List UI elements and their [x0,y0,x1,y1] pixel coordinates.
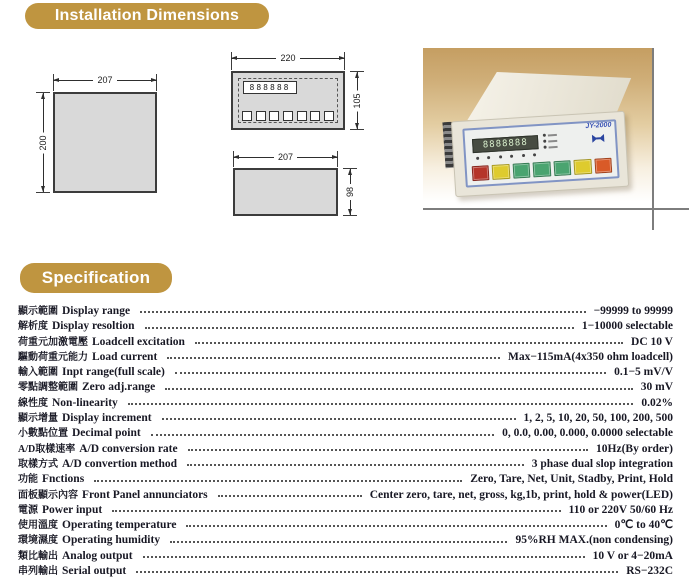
spec-leader [195,342,623,344]
annunciator-led-row [476,153,536,160]
spec-row [18,562,673,577]
spec-row [18,516,673,531]
spec-leader [170,541,507,543]
spec-value: −99999 to 99999 [593,305,673,317]
device-button [492,164,510,180]
specification-title: Specification [20,263,172,293]
dim-label: 105 [352,90,362,111]
spec-row [18,317,673,332]
device-front [451,111,629,197]
dim-label: 207 [97,75,113,85]
spec-label-zh: 輸入範圍 [18,367,58,379]
spec-row [18,486,673,501]
spec-label-en: Non-linearity [52,396,118,409]
spec-value: RS−232C [626,565,673,578]
spec-label-zh: 串列輸出 [18,566,58,578]
spec-row [18,440,673,455]
dim-label: 98 [345,184,355,200]
dim-height [345,169,355,215]
spec-value: 10 V or 4−20mA [592,549,673,562]
spec-label-zh: 取樣方式 [18,458,58,470]
spec-leader [188,449,588,451]
spec-value: Max−115mA(4x350 ohm loadcell) [508,350,673,363]
spec-label-zh: 功能 [18,474,38,486]
product-photo [423,48,652,208]
display-window-drawing: 888888 [243,81,297,94]
button-outline [310,111,320,121]
spec-row [18,470,673,485]
spec-leader [165,388,632,390]
spec-label-zh: 類比輸出 [18,550,58,562]
device-display: 8888888 [472,135,539,153]
device-button [574,159,592,175]
device-button [553,160,571,176]
spec-leader [162,418,516,420]
spec-label-en: Decimal point [72,427,141,440]
spec-label-zh: 線性度 [18,397,48,409]
spec-value: 110 or 220V 50/60 Hz [568,503,673,516]
spec-row [18,302,673,317]
spec-label-zh: 顯示增量 [18,413,58,425]
spec-label-zh: A/D取樣速率 [18,443,76,455]
spec-label-en: Operating humidity [62,534,161,547]
dim-width [231,53,345,63]
extension-line [350,129,364,130]
spec-label-en: Inpt range(full scale) [62,366,165,379]
spec-label-en: A/D convertion method [62,457,177,470]
spec-row [18,501,673,516]
spec-value: 0.02% [641,396,673,409]
spec-label-zh: 電源 [18,504,38,516]
spec-row [18,455,673,470]
dim-width [53,75,157,85]
button-outline [283,111,293,121]
spec-leader [94,480,462,482]
spec-value: 0℃ to 40℃ [614,519,673,532]
spec-label-en: Load current [92,350,158,363]
spec-value: 3 phase dual slop integration [531,457,673,470]
keypad-row [472,158,613,182]
spec-value: 0.1−5 mV/V [614,366,673,379]
spec-label-en: Zero adj.range [82,381,156,394]
spec-leader [186,525,606,527]
dim-label: 200 [38,132,48,153]
spec-value: DC 10 V [631,335,673,348]
dim-label: 220 [280,53,296,63]
spec-label-en: Front Panel annunciators [82,488,208,501]
spec-row [18,394,673,409]
spec-label-en: Analog output [62,549,133,562]
device-button [594,158,612,174]
spec-row [18,378,673,393]
button-outline [269,111,279,121]
extension-line [36,192,50,193]
dim-width [233,152,338,162]
spec-value: 10Hz(By order) [596,442,673,455]
spec-row [18,363,673,378]
spec-leader [140,311,586,313]
button-outline [256,111,266,121]
spec-value: Zero, Tare, Net, Unit, Stadby, Print, Hold [470,473,673,486]
dim-label: 207 [277,152,294,162]
spec-label-zh: 使用溫度 [18,520,58,532]
spec-label-en: Fnctions [42,473,85,486]
specification-table [18,302,673,577]
extension-line [343,215,357,216]
device-button [472,165,490,181]
dim-height [352,72,362,129]
spec-leader [128,403,634,405]
spec-label-zh: 小數點位置 [18,428,68,440]
spec-leader [112,510,560,512]
photo-frame-horizontal-line [423,208,689,210]
body-view-rect [233,168,338,216]
spec-label-en: Serial output [62,565,127,578]
spec-leader [218,495,362,497]
spec-leader [143,556,585,558]
spec-leader [136,571,618,573]
spec-label-en: Operating temperature [62,519,177,532]
spec-label-en: Power input [42,503,103,516]
button-row-drawing [242,111,334,121]
device-button [512,163,530,179]
panel-cutout-rect [53,92,157,193]
device-button [533,161,551,177]
spec-label-en: Display increment [62,412,152,425]
spec-value: 0, 0.0, 0.00, 0.000, 0.0000 selectable [502,427,673,440]
front-view-rect [231,71,345,130]
spec-leader [145,327,574,329]
status-led-column [543,133,558,149]
button-outline [324,111,334,121]
spec-row [18,424,673,439]
photo-frame-vertical-line [652,48,654,230]
spec-leader [187,464,524,466]
spec-row [18,333,673,348]
spec-leader [175,372,606,374]
spec-leader [151,434,494,436]
spec-row [18,547,673,562]
spec-label-zh: 零點調整範圍 [18,382,78,394]
spec-row [18,348,673,363]
model-number: JY-2000 [585,121,612,131]
spec-value: 1−10000 selectable [581,320,673,333]
spec-label-zh: 面板顯示內容 [18,489,78,501]
button-outline [297,111,307,121]
spec-leader [167,357,500,359]
weighing-indicator-device [441,70,641,200]
installation-dimensions-title: Installation Dimensions [25,3,269,29]
spec-label-zh: 荷重元加激電壓 [18,336,88,348]
brand-logo-icon [591,132,606,145]
spec-label-zh: 環境濕度 [18,535,58,547]
button-outline [242,111,252,121]
spec-label-en: Display range [62,305,131,317]
device-front-panel [462,119,619,187]
spec-label-en: A/D conversion rate [79,442,178,455]
spec-value: 1, 2, 5, 10, 20, 50, 100, 200, 500 [523,412,673,425]
spec-value: 30 mV [640,381,673,394]
spec-row [18,409,673,424]
spec-row [18,531,673,546]
spec-label-en: Loadcell excitation [92,335,185,348]
dim-height [38,93,48,192]
spec-value: 95%RH MAX.(non condensing) [515,534,673,547]
spec-label-en: Display resoltion [52,320,135,333]
spec-label-zh: 解析度 [18,321,48,333]
spec-value: Center zero, tare, net, gross, kg,1b, print, hold & power(LED) [369,488,673,501]
spec-label-zh: 顯示範圍 [18,306,58,317]
spec-label-zh: 驅動荷重元能力 [18,351,88,363]
